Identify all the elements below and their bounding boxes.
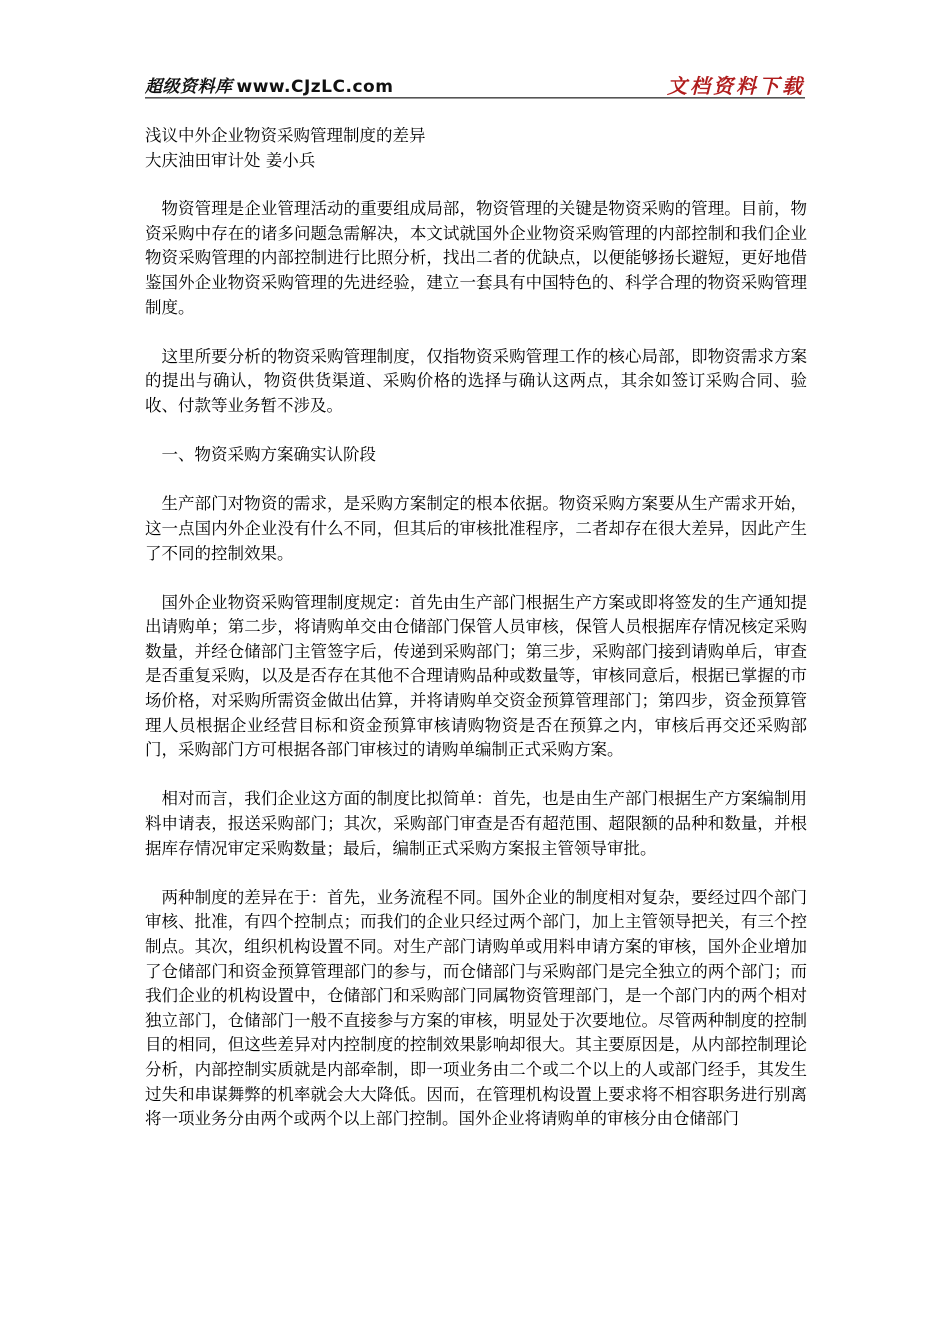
document-title: 浅议中外企业物资采购管理制度的差异 (145, 126, 426, 145)
paragraph-domestic-process: 相对而言，我们企业这方面的制度比拟简单：首先，也是由生产部门根据生产方案编制用料申请表，报送采购部门；其次，采购部门审查是否有超范围、超限额的品种和数量，并根据库存情况审定采购数量；最后，编制正式采购方案报主管领导审批。 (145, 789, 807, 858)
header-divider (145, 97, 805, 99)
site-brand-name: 超级资料库 (145, 77, 233, 97)
section-heading: 一、物资采购方案确实认阶段 (161, 445, 376, 465)
paragraph-intro: 物资管理是企业管理活动的重要组成局部，物资管理的关键是物资采购的管理。目前，物资采购中存在的诸多问题急需解决，本文试就国外企业物资采购管理的内部控制和我们企业物资采购管理的内部控制进行比照分析，找出二者的优缺点，以便能够扬长避短，更好地借鉴国外企业物资采购管理的先进经验，建立一套具有中国特色的、科学合理的物资采购管理制度。 (145, 199, 807, 317)
paragraph-demand: 生产部门对物资的需求，是采购方案制定的根本依据。物资采购方案要从生产需求开始，这一点国内外企业没有什么不同，但其后的审核批准程序，二者却存在很大差异，因此产生了不同的控制效果。 (145, 494, 807, 563)
document-author: 大庆油田审计处 姜小兵 (145, 150, 316, 170)
paragraph-scope: 这里所要分析的物资采购管理制度，仅指物资采购管理工作的核心局部，即物资需求方案的提出与确认，物资供货渠道、采购价格的选择与确认这两点，其余如签订采购合同、验收、付款等业务暂不涉及。 (145, 346, 807, 415)
paragraph-differences: 两种制度的差异在于：首先，业务流程不同。国外企业的制度相对复杂，要经过四个部门审核、批准，有四个控制点；而我们的企业只经过两个部门，加上主管领导把关，有三个控制点。其次，组织机构设置不同。对生产部门请购单或用料申请方案的审核，国外企业增加了仓储部门和资金预算管理部门的参与，而仓储部门与采购部门是完全独立的两个部门；而我们企业的机构设置中，仓储部门和采购部门同属物资管理部门，是一个部门内的两个相对独立部门，仓储部门一般不直接参与方案的审核，明显处于次要地位。尽管两种制度的控制目的相同，但这些差异对内控制度的控制效果影响却很大。其主要原因是，从内部控制理论分析，内部控制实质就是内部牵制，即一项业务由二个或二个以上的人或部门经手，其发生过失和串谋舞弊的机率就会大大降低。因而，在管理机构设置上要求将不相容职务进行别离将一项业务分由两个或两个以上部门控制。国外企业将请购单的审核分由仓储部门 (145, 887, 807, 1129)
paragraph-foreign-process: 国外企业物资采购管理制度规定：首先由生产部门根据生产方案或即将签发的生产通知提出请购单；第二步，将请购单交由仓储部门保管人员审核，保管人员根据库存情况核定采购数量，并经仓储部门主管签字后，传递到采购部门；第三步，采购部门接到请购单后，审查是否重复采购，以及是否存在其他不合理请购品种或数量等，审核同意后，根据已掌握的市场价格，对采购所需资金做出估算，并将请购单交资金预算管理部门；第四步，资金预算管理人员根据企业经营目标和资金预算审核请购物资是否在预算之内，审核后再交还采购部门，采购部门方可根据各部门审核过的请购单编制正式采购方案。 (145, 592, 807, 760)
site-brand[interactable] (145, 72, 393, 97)
site-brand-url: www.CJzLC.com (236, 77, 394, 97)
page-header (145, 70, 805, 100)
document-body (145, 124, 807, 1132)
document-download-label[interactable]: 文档资料下载 (667, 74, 805, 98)
